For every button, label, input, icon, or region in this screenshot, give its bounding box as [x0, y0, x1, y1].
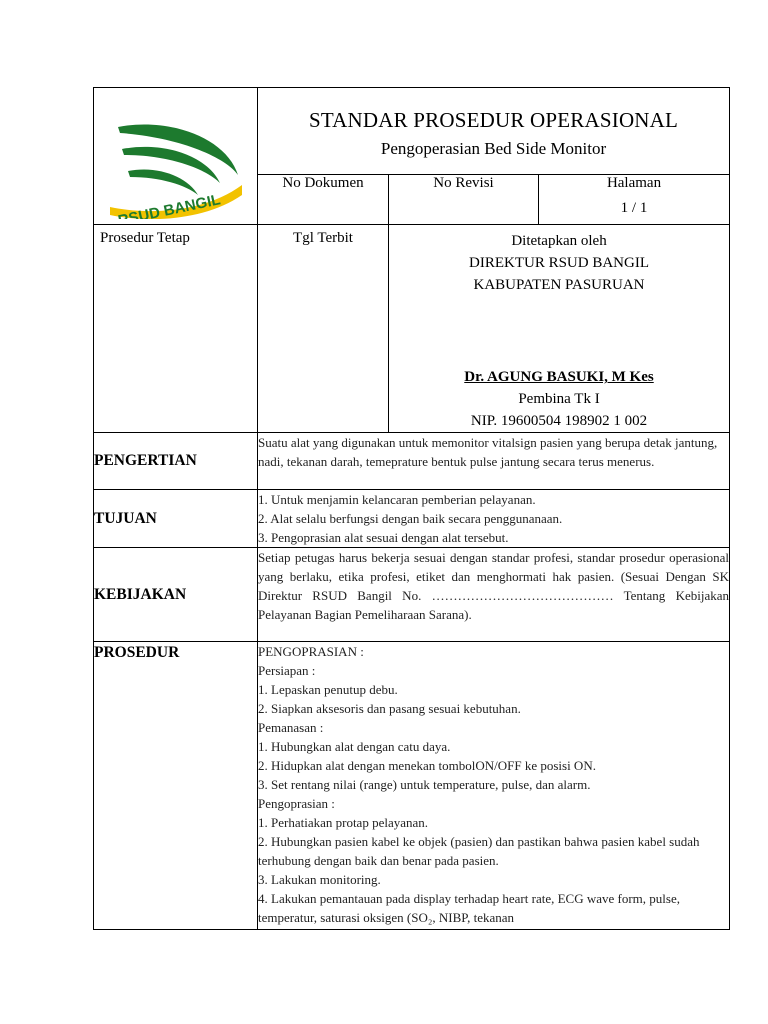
tgl-terbit-label: Tgl Terbit: [293, 230, 353, 246]
prosedur-tetap-label: Prosedur Tetap: [100, 230, 190, 246]
kebijakan-text: Setiap petugas harus bekerja sesuai dengan standar profesi, standar prosedur operasional yang berlaku, etika profesi, etiket dan menghormati hak pasien. (Sesuai Dengan SK Direktur RSUD Bangil No. …………………………………… Tentang Kebijakan Pelayanan Bagian Pemeliharaan Sarana).: [258, 548, 730, 642]
tgl-terbit-cell: [258, 225, 389, 433]
ditetapkan-oleh: Ditetapkan oleh: [511, 233, 607, 249]
prosedur-step: 1. Lepaskan penutup debu.: [258, 682, 398, 697]
ditetapkan-cell: [389, 225, 730, 433]
prosedur-step: 1. Hubungkan alat dengan catu daya.: [258, 739, 451, 754]
rsud-bangil-logo: [108, 115, 244, 219]
halaman-value: 1 / 1: [620, 200, 648, 217]
tujuan-list: [258, 490, 730, 548]
prosedur-step: 2. Hidupkan alat dengan menekan tombolON/OFF ke posisi ON.: [258, 758, 596, 773]
tujuan-item: 2. Alat selalu berfungsi dengan baik secara penggunanaan.: [258, 511, 563, 526]
prosedur-subheading: Pengoprasian :: [258, 796, 335, 811]
prosedur-step: 3. Set rentang nilai (range) untuk temperature, pulse, dan alarm.: [258, 777, 591, 792]
prosedur-label-cell: [94, 642, 258, 930]
prosedur-step: 2. Siapkan aksesoris dan pasang sesuai kebutuhan.: [258, 701, 521, 716]
sop-document-table: [93, 87, 730, 930]
tujuan-label: TUJUAN: [94, 509, 157, 527]
document-subtitle: Pengoperasian Bed Side Monitor: [380, 139, 607, 158]
prosedur-label: PROSEDUR: [94, 644, 180, 661]
logo-cell: [94, 88, 258, 225]
tujuan-item: 1. Untuk menjamin kelancaran pemberian pelayanan.: [258, 492, 536, 507]
prosedur-heading: PENGOPRASIAN :: [258, 644, 364, 659]
logo-text: RSUD BANGIL: [116, 191, 222, 219]
pengertian-label: PENGERTIAN: [94, 452, 197, 469]
no-revisi-cell: [389, 175, 539, 225]
prosedur-step: 2. Hubungkan pasien kabel ke objek (pasien) dan pastikan bahwa pasien kabel sudah terhubung dengan baik dan benar pada pasien.: [258, 834, 700, 868]
signatory-nip: NIP. 19600504 198902 1 002: [470, 413, 648, 429]
prosedur-tetap-cell: [94, 225, 258, 433]
document-title: STANDAR PROSEDUR OPERASIONAL: [308, 108, 679, 132]
halaman-cell: [539, 175, 730, 225]
signatory-name: Dr. AGUNG BASUKI, M Kes: [464, 369, 654, 385]
prosedur-subheading: Persiapan :: [258, 663, 316, 678]
kabupaten-title: KABUPATEN PASURUAN: [473, 277, 645, 293]
direktur-title: DIREKTUR RSUD BANGIL: [469, 255, 649, 271]
prosedur-step: 3. Lakukan monitoring.: [258, 872, 381, 887]
no-revisi-label: No Revisi: [433, 175, 494, 192]
tujuan-item: 3. Pengoprasian alat sesuai dengan alat tersebut.: [258, 530, 509, 545]
kebijakan-label: KEBIJAKAN: [94, 585, 187, 603]
prosedur-step: 1. Perhatiakan protap pelayanan.: [258, 815, 429, 830]
tujuan-label-cell: [94, 490, 258, 548]
no-dokumen-cell: [258, 175, 389, 225]
signatory-rank: Pembina Tk I: [518, 391, 600, 407]
kebijakan-label-cell: [94, 548, 258, 642]
pengertian-text: Suatu alat yang digunakan untuk memonitor vitalsign pasien yang berupa detak jantung, nadi, tekanan darah, temeprature bentuk pulse jantung secara terus menerus.: [258, 433, 730, 490]
halaman-label: Halaman: [606, 175, 662, 192]
pengertian-label-cell: [94, 433, 258, 490]
prosedur-step: 4. Lakukan pemantauan pada display terhadap heart rate, ECG wave form, pulse, temperatur, saturasi oksigen (SO₂, NIBP, tekanan: [258, 891, 680, 925]
prosedur-subheading: Pemanasan :: [258, 720, 324, 735]
title-cell: [258, 88, 730, 175]
no-dokumen-label: No Dokumen: [282, 175, 364, 192]
prosedur-list: [258, 642, 730, 930]
